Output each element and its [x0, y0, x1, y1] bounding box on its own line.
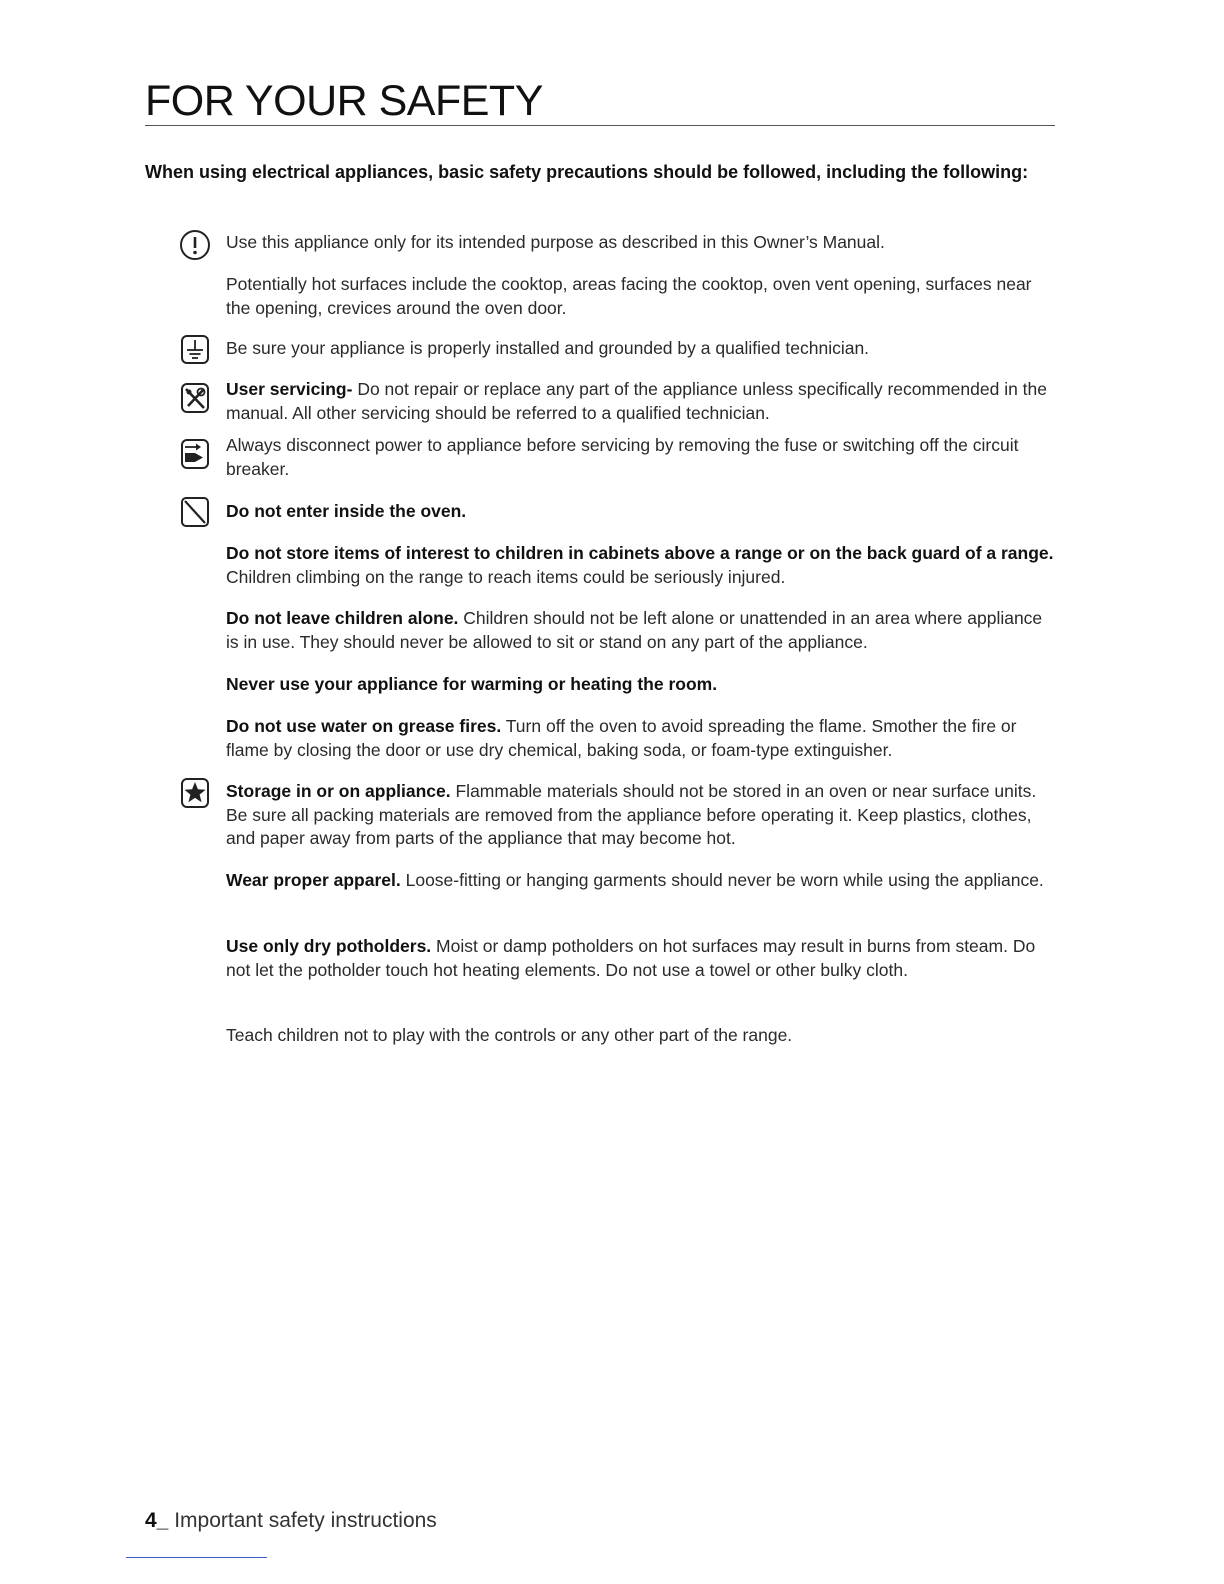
safety-item: Wear proper apparel. Loose-fitting or hanging garments should never be worn while using the appliance.: [226, 870, 1044, 890]
safety-item: Potentially hot surfaces include the cooktop, areas facing the cooktop, oven vent opening, surfaces near the opening, crevices around the oven door.: [226, 274, 1032, 318]
star-note-icon: [178, 776, 212, 810]
no-servicing-icon: [178, 381, 212, 415]
safety-item: Do not enter inside the oven.: [226, 501, 467, 521]
prohibited-icon: [178, 495, 212, 529]
title-rule: [145, 125, 1055, 126]
safety-item: Do not store items of interest to children in cabinets above a range or on the back guard of a range. Children climbing on the range to reach items could be seriously injured.: [226, 543, 1054, 587]
ground-icon: [178, 333, 212, 367]
safety-item: User servicing- Do not repair or replace any part of the appliance unless specifically recommended in the manual. All other servicing should be referred to a qualified technician.: [226, 379, 1048, 423]
disconnect-power-icon: [178, 437, 212, 471]
safety-item: Storage in or on appliance. Flammable materials should not be stored in an oven or near surface units. Be sure all packing materials are removed from the appliance before operating it. Keep plastics, clothes, and paper away from parts of the appliance that may become hot.: [226, 781, 1037, 848]
exclamation-circle-icon: [178, 228, 212, 262]
page-number: 4_: [145, 1509, 169, 1532]
safety-item: Always disconnect power to appliance before servicing by removing the fuse or switching off the circuit breaker.: [226, 435, 1019, 479]
safety-item: Do not use water on grease fires. Turn off the oven to avoid spreading the flame. Smother the fire or flame by closing the door or use dry chemical, baking soda, or foam-type extinguisher.: [226, 716, 1017, 760]
safety-item: Never use your appliance for warming or heating the room.: [226, 674, 718, 694]
intro-text: When using electrical appliances, basic safety precautions should be followed, including the following:: [145, 162, 1029, 182]
page-footer: [145, 1509, 437, 1533]
safety-item: Be sure your appliance is properly installed and grounded by a qualified technician.: [226, 338, 870, 358]
section-name: Important safety instructions: [168, 1509, 437, 1532]
safety-item: Use this appliance only for its intended purpose as described in this Owner’s Manual.: [226, 232, 885, 252]
safety-item: Teach children not to play with the controls or any other part of the range.: [226, 1025, 793, 1045]
safety-item: Do not leave children alone. Children should not be left alone or unattended in an area where appliance is in use. They should never be allowed to sit or stand on any part of the appliance.: [226, 608, 1043, 652]
page-title: FOR YOUR SAFETY: [145, 77, 543, 125]
safety-item: Use only dry potholders. Moist or damp potholders on hot surfaces may result in burns from steam. Do not let the potholder touch hot heating elements. Do not use a towel or other bulky cloth.: [226, 936, 1036, 980]
footer-rule: [126, 1557, 267, 1558]
